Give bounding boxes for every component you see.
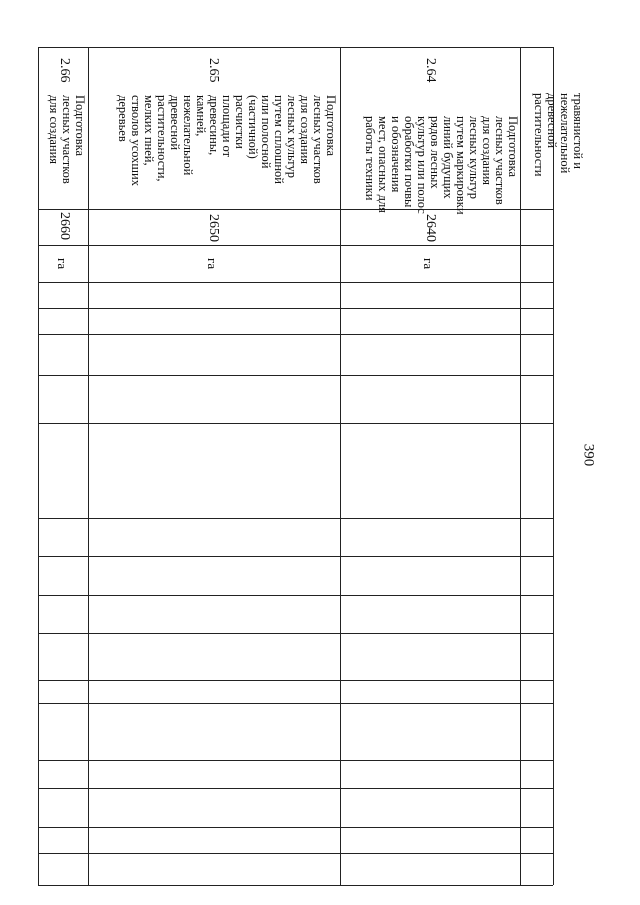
row-unit: га [205, 258, 220, 270]
column-divider [38, 680, 553, 681]
column-divider [38, 760, 553, 761]
row-code: 2.65 [206, 58, 221, 83]
column-divider [38, 375, 553, 376]
column-divider [38, 788, 553, 789]
column-divider [38, 245, 553, 246]
row-number: 2650 [206, 214, 221, 242]
row-number: 2640 [423, 214, 438, 242]
column-divider [38, 282, 553, 283]
row-code: 2.64 [423, 58, 438, 83]
column-divider [38, 334, 553, 335]
row-unit: га [421, 258, 436, 270]
row-divider [520, 47, 521, 885]
table-border-top [38, 47, 553, 48]
page-number: 390 [580, 443, 597, 467]
column-divider [38, 703, 553, 704]
row-code: 2.66 [57, 58, 72, 83]
table-border-left [38, 47, 39, 885]
row-number: 2660 [57, 212, 72, 240]
continued-description: травянистой и нежелательной древесной растительности [532, 93, 585, 177]
column-divider [38, 595, 553, 596]
row-divider [88, 47, 89, 885]
row-description: Подготовка лесных участков для создания лесных культур путем сплошной или полосной (частичной) расчистки площади от древесины, камней, нежелательной древесной растительности, мелких пней, стволов усохших деревьев [116, 95, 338, 186]
row-description: Подготовка лесных участков для создания [47, 95, 87, 184]
row-unit: га [55, 258, 70, 270]
column-divider [38, 853, 553, 854]
column-divider [38, 827, 553, 828]
column-divider [38, 556, 553, 557]
column-divider [38, 518, 553, 519]
column-divider [38, 308, 553, 309]
row-description: Подготовка лесных участков для создания лесных культур путем маркировки линий будущих рядов лесных культур или полос обработки почвы и обозначения мест, опасных для работы техники [363, 116, 520, 215]
table-border-bottom [38, 885, 553, 886]
column-divider [38, 633, 553, 634]
row-divider [340, 47, 341, 885]
column-divider [38, 423, 553, 424]
